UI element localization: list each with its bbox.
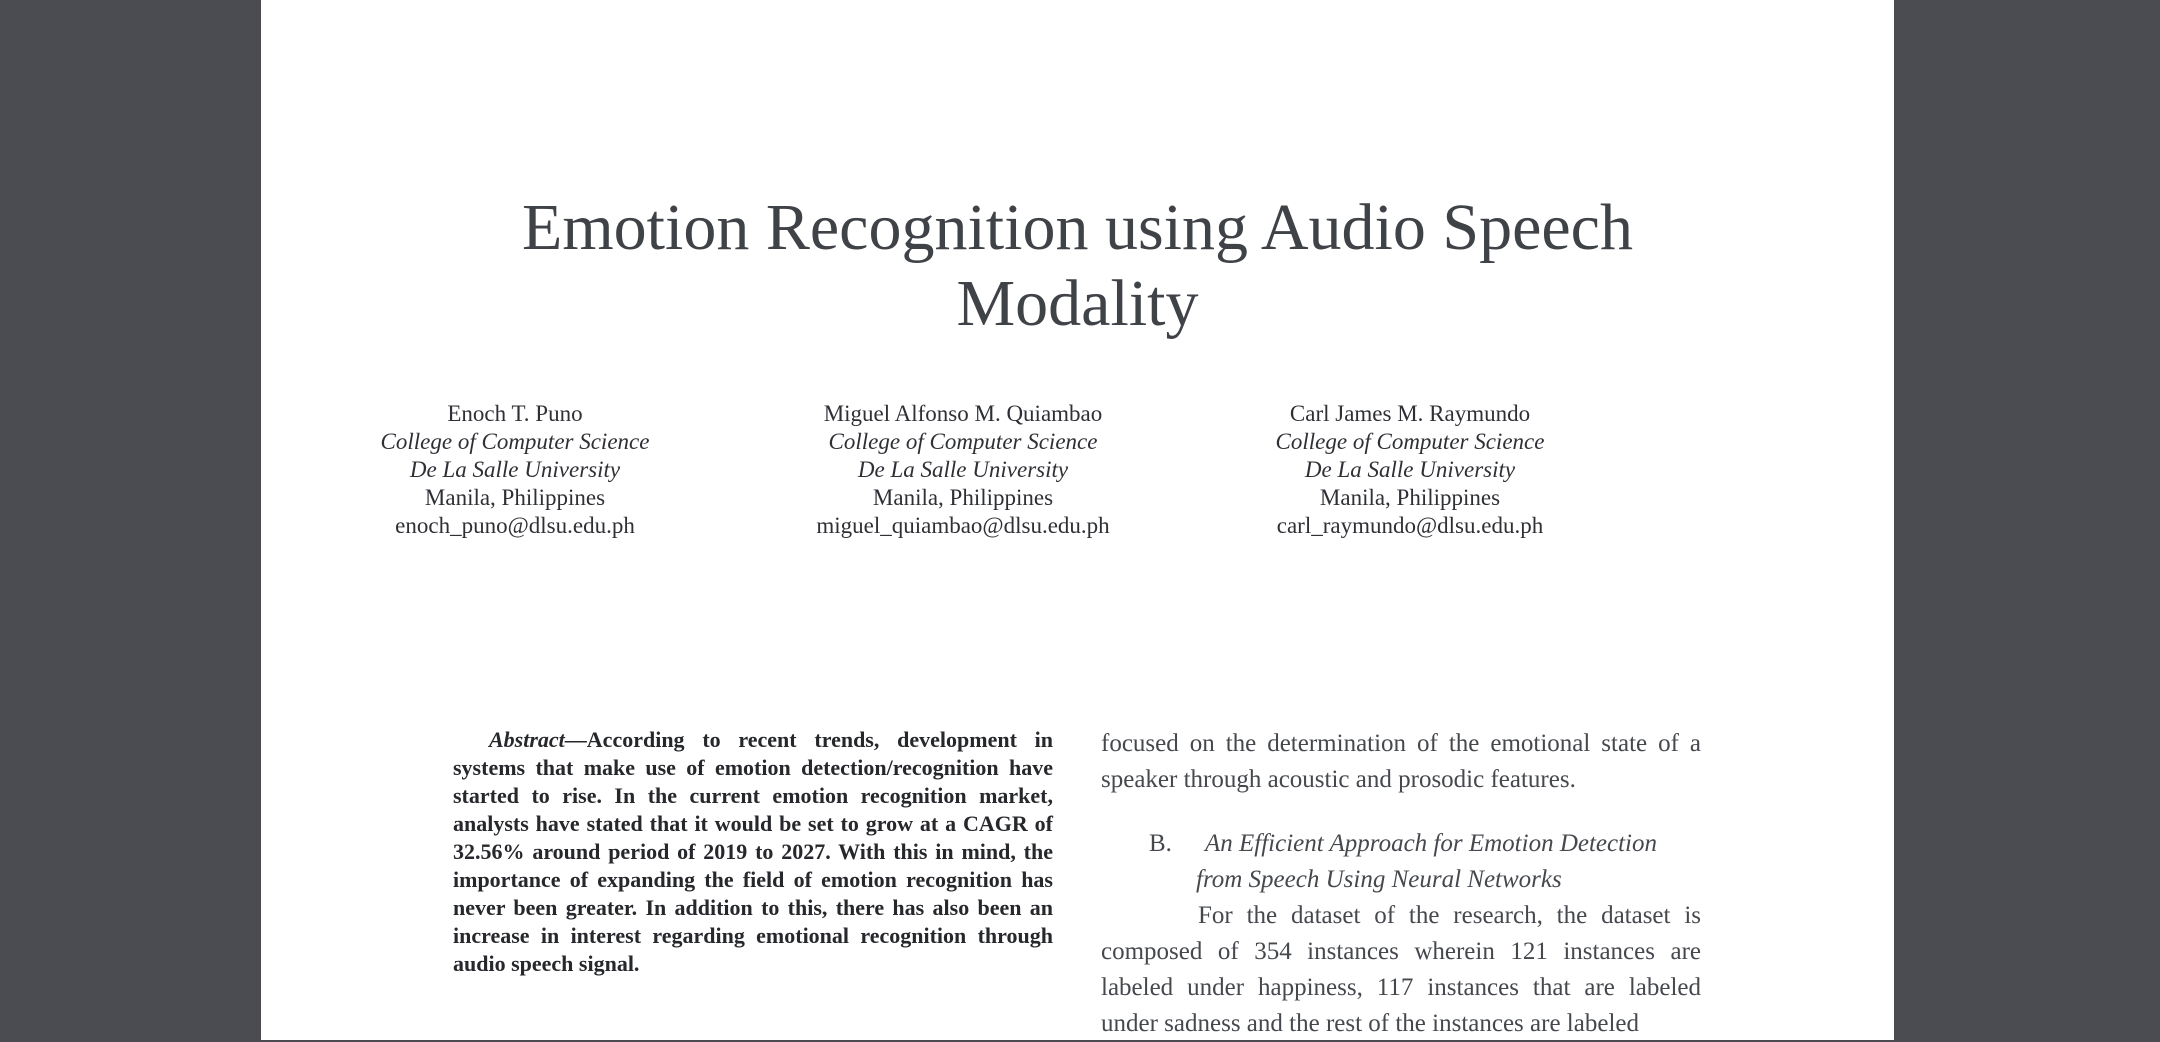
author-university: De La Salle University <box>857 457 1069 482</box>
author-location: Manila, Philippines <box>1319 485 1501 510</box>
author-university: De La Salle University <box>1304 457 1516 482</box>
abstract-label: Abstract <box>489 727 565 752</box>
section-title-line-1: An Efficient Approach for Emotion Detection <box>1205 830 1658 857</box>
title-line-1: Emotion Recognition using Audio Speech <box>522 191 1633 264</box>
right-column <box>1101 726 1701 1042</box>
author-block-3 <box>1150 400 1670 540</box>
author-location: Manila, Philippines <box>872 485 1054 510</box>
section-number: B. <box>1149 830 1172 857</box>
author-name: Carl James M. Raymundo <box>1289 401 1531 426</box>
author-email: miguel_quiambao@dlsu.edu.ph <box>816 513 1110 538</box>
title-line-2: Modality <box>956 267 1199 340</box>
author-college: College of Computer Science <box>828 429 1098 454</box>
author-college: College of Computer Science <box>380 429 650 454</box>
abstract <box>453 726 1053 978</box>
paragraph: focused on the determination of the emotional state of a speaker through acoustic and prosodic features. <box>1101 730 1701 793</box>
author-block-1 <box>255 400 775 540</box>
section-title-line-2: from Speech Using Neural Networks <box>1196 866 1562 893</box>
author-college: College of Computer Science <box>1275 429 1545 454</box>
paper-title <box>261 190 1894 342</box>
author-block-2 <box>703 400 1223 540</box>
paragraph: For the dataset of the research, the dataset is composed of 354 instances wherein 121 instances are labeled under happiness, 117 instances that are labeled under sadness and the rest of the instances are labeled <box>1101 902 1701 1037</box>
author-email: carl_raymundo@dlsu.edu.ph <box>1276 513 1544 538</box>
author-university: De La Salle University <box>409 457 621 482</box>
author-email: enoch_puno@dlsu.edu.ph <box>395 513 635 538</box>
paper-page <box>261 0 1894 1040</box>
author-name: Enoch T. Puno <box>447 401 583 426</box>
author-name: Miguel Alfonso M. Quiambao <box>823 401 1103 426</box>
abstract-text: —According to recent trends, development in systems that make use of emotion detection/recognition have started to rise. In the current emotion recognition market, analysts have stated that it would be set to grow at a CAGR of 32.56% around period of 2019 to 2027. With this in mind, the importance of expanding the field of emotion recognition has never been greater. In addition to this, there has also been an increase in interest regarding emotional recognition through audio speech signal. <box>453 727 1053 976</box>
section-heading <box>1101 826 1701 898</box>
author-location: Manila, Philippines <box>424 485 606 510</box>
